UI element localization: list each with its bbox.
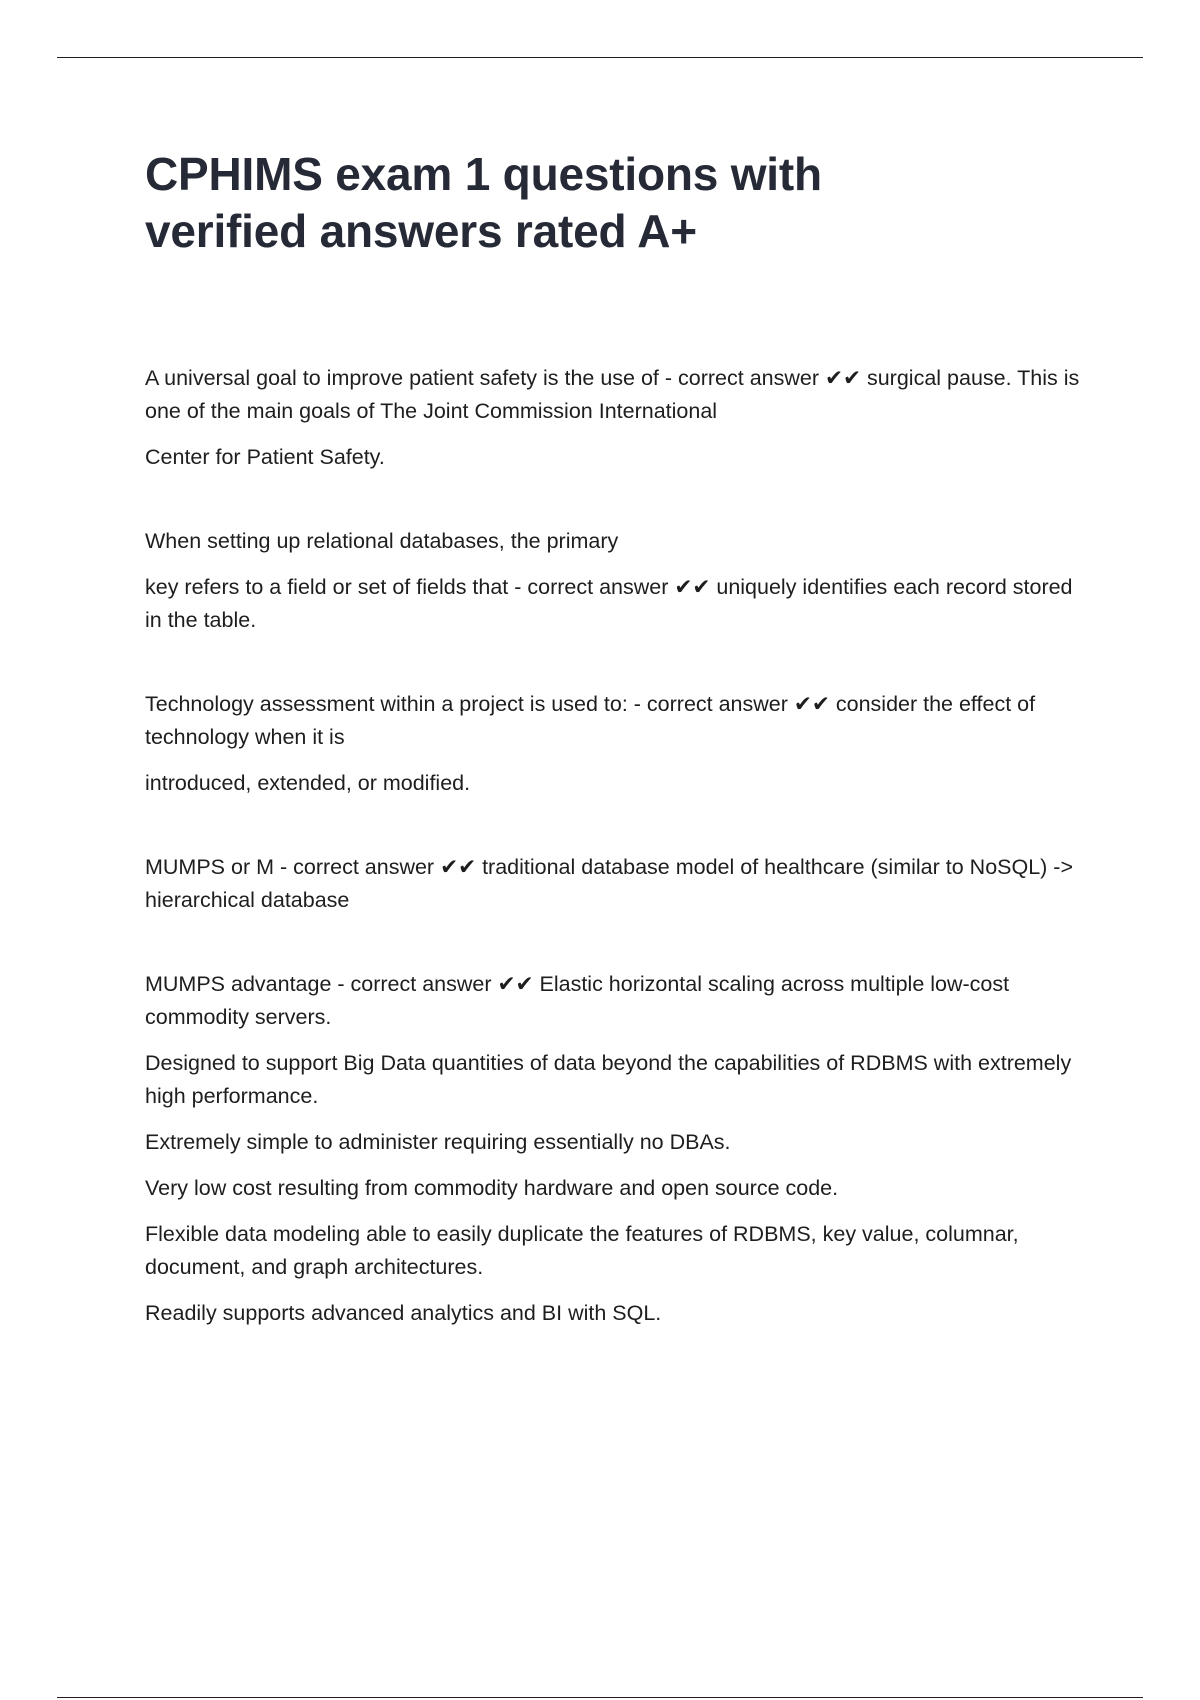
qa-paragraph: MUMPS advantage - correct answer ✔✔ Elastic horizontal scaling across multiple low-cost commodity servers. bbox=[145, 972, 1010, 1029]
title-line-1: CPHIMS exam 1 questions with bbox=[145, 148, 822, 200]
document-title bbox=[145, 146, 1085, 260]
bottom-divider bbox=[57, 1697, 1143, 1698]
title-line-2: verified answers rated A+ bbox=[145, 205, 697, 257]
qa-paragraph: key refers to a field or set of fields that - correct answer ✔✔ uniquely identifies each record stored in the table. bbox=[145, 575, 1073, 632]
qa-paragraph: Flexible data modeling able to easily duplicate the features of RDBMS, key value, columnar, document, and graph architectures. bbox=[145, 1222, 1019, 1279]
qa-paragraph: Center for Patient Safety. bbox=[145, 445, 385, 469]
qa-list bbox=[145, 362, 1085, 1330]
qa-paragraph: Readily supports advanced analytics and BI with SQL. bbox=[145, 1301, 662, 1325]
qa-paragraph: Very low cost resulting from commodity hardware and open source code. bbox=[145, 1176, 839, 1200]
qa-item-mumps bbox=[145, 851, 1085, 917]
qa-item-surgical-pause bbox=[145, 362, 1085, 474]
qa-paragraph: Technology assessment within a project is used to: - correct answer ✔✔ consider the effect of technology when it is bbox=[145, 692, 1036, 749]
document-content bbox=[145, 146, 1085, 1343]
qa-item-primary-key bbox=[145, 525, 1085, 637]
qa-item-technology-assessment bbox=[145, 688, 1085, 800]
qa-paragraph: MUMPS or M - correct answer ✔✔ traditional database model of healthcare (similar to NoSQL) -> hierarchical database bbox=[145, 855, 1074, 912]
qa-paragraph: A universal goal to improve patient safety is the use of - correct answer ✔✔ surgical pause. This is one of the main goals of The Joint Commission International bbox=[145, 366, 1080, 423]
top-divider bbox=[57, 57, 1143, 58]
qa-paragraph: Extremely simple to administer requiring essentially no DBAs. bbox=[145, 1130, 731, 1154]
qa-paragraph: Designed to support Big Data quantities of data beyond the capabilities of RDBMS with extremely high performance. bbox=[145, 1051, 1072, 1108]
qa-item-mumps-advantage bbox=[145, 968, 1085, 1330]
qa-paragraph: When setting up relational databases, the primary bbox=[145, 529, 619, 553]
qa-paragraph: introduced, extended, or modified. bbox=[145, 771, 471, 795]
